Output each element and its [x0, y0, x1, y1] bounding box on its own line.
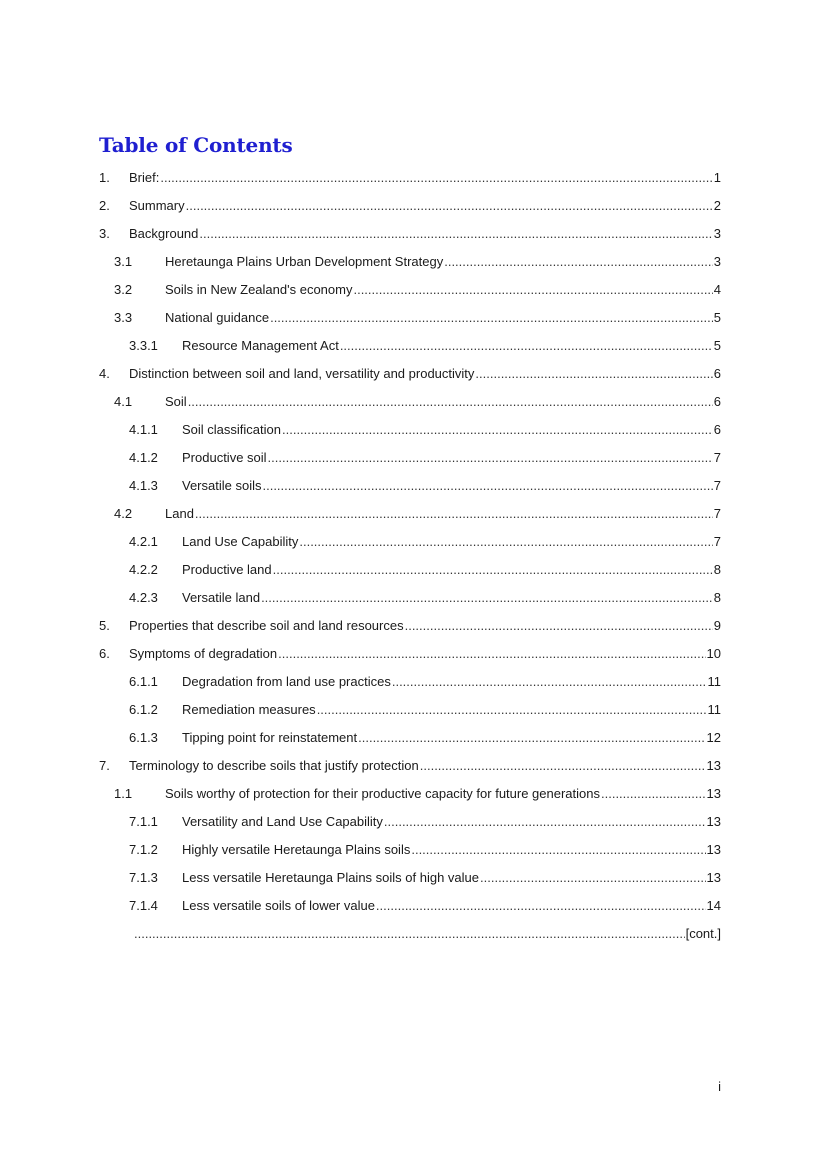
- toc-title[interactable]: Background: [129, 226, 199, 241]
- toc-entry-4-2-2[interactable]: [0, 555, 821, 583]
- continuation-label: [cont.]: [685, 926, 721, 941]
- toc-title[interactable]: Productive soil: [182, 450, 267, 465]
- toc-entry-4-1-3[interactable]: [0, 471, 821, 499]
- dot-leader: [188, 394, 713, 409]
- toc-entry-4-1-2[interactable]: [0, 443, 821, 471]
- toc-title[interactable]: Degradation from land use practices: [182, 674, 391, 689]
- dot-leader: [340, 338, 713, 353]
- toc-page: 2: [713, 198, 721, 213]
- toc-entry-7-1-3[interactable]: [0, 863, 821, 891]
- toc-number: 6.1.1: [129, 674, 158, 689]
- toc-title[interactable]: Soils worthy of protection for their productive capacity for future generations: [165, 786, 600, 801]
- toc-entry-4-1-1[interactable]: [0, 415, 821, 443]
- dot-leader: [405, 618, 713, 633]
- toc-page: 13: [706, 786, 721, 801]
- dot-leader: [186, 198, 713, 213]
- toc-number: 3.2: [114, 282, 133, 297]
- toc-entry-3-3-1[interactable]: [0, 331, 821, 359]
- dot-leader: [601, 786, 706, 801]
- dot-leader: [134, 926, 685, 941]
- toc-page: 7: [713, 478, 721, 493]
- toc-number: 4.1: [114, 394, 133, 409]
- toc-number: 6.: [99, 646, 110, 661]
- toc-number: 3.: [99, 226, 110, 241]
- toc-page: 10: [706, 646, 721, 661]
- toc-title[interactable]: Terminology to describe soils that justify protection: [129, 758, 419, 773]
- toc-entry-7-1-1[interactable]: [0, 807, 821, 835]
- dot-leader: [278, 646, 705, 661]
- dot-leader: [261, 590, 713, 605]
- toc-page: 11: [707, 674, 721, 689]
- toc-number: 4.2.1: [129, 534, 158, 549]
- toc-number: 7.: [99, 758, 110, 773]
- toc-entry-3-1[interactable]: [0, 247, 821, 275]
- toc-number: 3.3.1: [129, 338, 158, 353]
- toc-entry-4-2[interactable]: [0, 499, 821, 527]
- toc-number: 7.1.1: [129, 814, 158, 829]
- dot-leader: [299, 534, 712, 549]
- toc-page: 8: [713, 562, 721, 577]
- dot-leader: [376, 898, 706, 913]
- toc-entry-6-1-2[interactable]: [0, 695, 821, 723]
- toc-entry-4[interactable]: [0, 359, 821, 387]
- toc-number: 1.1: [114, 786, 133, 801]
- toc-page: 6: [713, 422, 721, 437]
- toc-title[interactable]: Properties that describe soil and land resources: [129, 618, 404, 633]
- dot-leader: [358, 730, 705, 745]
- toc-entry-7-1-2[interactable]: [0, 835, 821, 863]
- toc-number: 4.1.2: [129, 450, 158, 465]
- toc-page: 11: [707, 702, 721, 717]
- toc-number: 4.1.1: [129, 422, 158, 437]
- toc-title[interactable]: Versatility and Land Use Capability: [182, 814, 383, 829]
- toc-number: 7.1.2: [129, 842, 158, 857]
- toc-continuation: [0, 919, 821, 947]
- toc-entry-6-1-1[interactable]: [0, 667, 821, 695]
- toc-title[interactable]: Brief:: [129, 170, 160, 185]
- dot-leader: [273, 562, 713, 577]
- dot-leader: [268, 450, 713, 465]
- toc-entry-1-1[interactable]: [0, 779, 821, 807]
- toc-entry-3[interactable]: [0, 219, 821, 247]
- toc-entry-7-1-4[interactable]: [0, 891, 821, 919]
- toc-entry-6-1-3[interactable]: [0, 723, 821, 751]
- toc-title[interactable]: Soils in New Zealand's economy: [165, 282, 353, 297]
- toc-title[interactable]: Soil: [165, 394, 187, 409]
- toc-title[interactable]: Less versatile soils of lower value: [182, 898, 375, 913]
- dot-leader: [195, 506, 713, 521]
- toc-entry-4-2-3[interactable]: [0, 583, 821, 611]
- toc-title[interactable]: Land: [165, 506, 194, 521]
- dot-leader: [411, 842, 705, 857]
- toc-title[interactable]: Soil classification: [182, 422, 281, 437]
- toc-number: 4.1.3: [129, 478, 158, 493]
- toc-number: 3.3: [114, 310, 133, 325]
- toc-title[interactable]: Resource Management Act: [182, 338, 339, 353]
- toc-page: 3: [713, 226, 721, 241]
- toc-entry-4-1[interactable]: [0, 387, 821, 415]
- toc-number: 2.: [99, 198, 110, 213]
- toc-page: 13: [706, 758, 721, 773]
- toc-number: 5.: [99, 618, 110, 633]
- dot-leader: [353, 282, 712, 297]
- toc-entry-2[interactable]: [0, 191, 821, 219]
- toc-title[interactable]: Tipping point for reinstatement: [182, 730, 358, 745]
- toc-number: 1.: [99, 170, 110, 185]
- toc-title[interactable]: Versatile soils: [182, 478, 262, 493]
- dot-leader: [392, 674, 707, 689]
- toc-title[interactable]: Heretaunga Plains Urban Development Strategy: [165, 254, 444, 269]
- toc-page: 3: [713, 254, 721, 269]
- dot-leader: [282, 422, 713, 437]
- dot-leader: [199, 226, 712, 241]
- toc-title[interactable]: Productive land: [182, 562, 272, 577]
- toc-title[interactable]: National guidance: [165, 310, 270, 325]
- dot-leader: [480, 870, 706, 885]
- page-title: Table of Contents: [99, 133, 293, 157]
- toc-page: 13: [706, 870, 721, 885]
- toc-page: 5: [713, 338, 721, 353]
- toc-number: 4.2.3: [129, 590, 158, 605]
- toc-title[interactable]: Versatile land: [182, 590, 261, 605]
- toc-number: 6.1.3: [129, 730, 158, 745]
- toc-page: 13: [706, 814, 721, 829]
- toc-number: 4.: [99, 366, 110, 381]
- toc-page: 12: [706, 730, 721, 745]
- toc-title[interactable]: Remediation measures: [182, 702, 316, 717]
- toc-number: 7.1.4: [129, 898, 158, 913]
- toc-title[interactable]: Symptoms of degradation: [129, 646, 278, 661]
- toc-page: 13: [706, 842, 721, 857]
- toc-title[interactable]: Highly versatile Heretaunga Plains soils: [182, 842, 411, 857]
- toc-page: 14: [706, 898, 721, 913]
- toc-title[interactable]: Summary: [129, 198, 185, 213]
- toc-entry-1[interactable]: [0, 163, 821, 191]
- toc-entry-3-2[interactable]: [0, 275, 821, 303]
- toc-page: 1: [713, 170, 721, 185]
- toc-page: 8: [713, 590, 721, 605]
- toc-number: 4.2.2: [129, 562, 158, 577]
- dot-leader: [444, 254, 713, 269]
- toc-title[interactable]: Less versatile Heretaunga Plains soils of high value: [182, 870, 480, 885]
- toc-number: 4.2: [114, 506, 133, 521]
- dot-leader: [384, 814, 706, 829]
- toc-page: 4: [713, 282, 721, 297]
- toc-number: 3.1: [114, 254, 133, 269]
- toc-number: 6.1.2: [129, 702, 158, 717]
- toc-page: 7: [713, 506, 721, 521]
- dot-leader: [160, 170, 712, 185]
- toc-page: 7: [713, 534, 721, 549]
- toc-title[interactable]: Distinction between soil and land, versatility and productivity: [129, 366, 475, 381]
- toc-page: 5: [713, 310, 721, 325]
- dot-leader: [270, 310, 713, 325]
- toc-entry-6[interactable]: [0, 639, 821, 667]
- dot-leader: [475, 366, 712, 381]
- toc-number: 7.1.3: [129, 870, 158, 885]
- toc-entry-5[interactable]: [0, 611, 821, 639]
- toc-entry-4-2-1[interactable]: [0, 527, 821, 555]
- toc-entry-3-3[interactable]: [0, 303, 821, 331]
- toc-entry-7[interactable]: [0, 751, 821, 779]
- dot-leader: [317, 702, 707, 717]
- toc-title[interactable]: Land Use Capability: [182, 534, 299, 549]
- toc-page: 7: [713, 450, 721, 465]
- toc-page: 9: [713, 618, 721, 633]
- toc-page: 6: [713, 366, 721, 381]
- toc-page: 6: [713, 394, 721, 409]
- dot-leader: [262, 478, 712, 493]
- page-number: i: [718, 1079, 721, 1094]
- dot-leader: [420, 758, 706, 773]
